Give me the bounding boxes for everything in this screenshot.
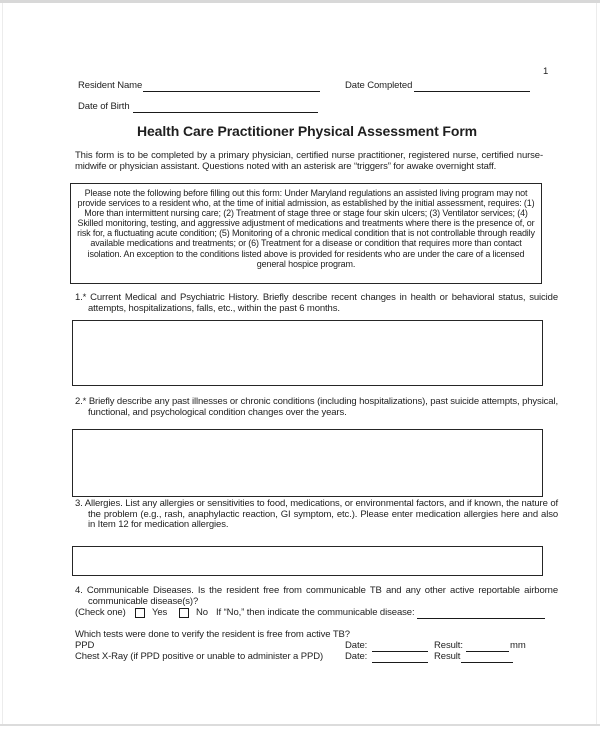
form-title: Health Care Practitioner Physical Assessment Form [136, 123, 478, 139]
check-one-label: (Check one) [75, 607, 126, 618]
question-2-answer-box[interactable] [72, 429, 543, 497]
resident-name-label: Resident Name [78, 80, 143, 91]
date-of-birth-field[interactable] [133, 101, 318, 113]
yes-label: Yes [152, 607, 168, 618]
question-1-number: 1.* [75, 292, 87, 303]
xray-date-field[interactable] [372, 651, 428, 663]
date-completed-field[interactable] [414, 80, 530, 92]
question-4-text: Communicable Diseases. Is the resident free from communicable TB and any other active reportable airborne communicable disease(s)? [86, 585, 558, 607]
question-1-answer-box[interactable] [72, 320, 543, 386]
page-number: 1 [543, 66, 549, 77]
page-right-edge [596, 3, 597, 724]
ppd-unit-label: mm [510, 640, 526, 651]
question-4 [75, 586, 558, 607]
communicable-disease-field[interactable] [417, 607, 545, 619]
page-top-edge [0, 0, 600, 3]
date-completed-label: Date Completed [345, 80, 413, 91]
tb-tests-question: Which tests were done to verify the resident is free from active TB? [75, 629, 350, 640]
question-2-text: Briefly describe any past illnesses or chronic conditions (including hospitalizations), past suicide attempts, physical, functional, and psychological condition changes over the years. [88, 396, 558, 418]
xray-result-label: Result [434, 651, 461, 662]
chest-xray-label: Chest X-Ray (if PPD positive or unable to administer a PPD) [75, 651, 324, 662]
question-3-number: 3. [75, 498, 83, 509]
date-of-birth-label: Date of Birth [78, 101, 130, 112]
ppd-date-label: Date: [345, 640, 368, 651]
xray-result-field[interactable] [461, 651, 513, 663]
yes-checkbox[interactable] [135, 608, 145, 618]
page-left-edge [2, 3, 3, 724]
no-checkbox[interactable] [179, 608, 189, 618]
question-4-number: 4. [75, 585, 83, 596]
question-2-number: 2.* [75, 396, 87, 407]
ppd-label: PPD [75, 640, 95, 651]
question-3-answer-box[interactable] [72, 546, 543, 576]
maryland-notice-box: Please note the following before filling out this form: Under Maryland regulations an assisted living program may not provide services to a resident who, at the time of initial admission, as established by the initial assessment, requires: (1) More than intermittent nursing care; (2) Treatment of stage three or stage four skin ulcers; (3) Ventilator services; (4) Skilled monitoring, testing, and aggressive adjustment of medications and treatments where there is the presence of, or risk for, a fluctuating acute condition; (5) Monitoring of a chronic medical condition that is not controllable through readily available medications and treatments; or (6) Treatment for a disease or condition that requires more than contact isolation. An exception to the conditions listed above is provided for residents who are under the care of a licensed general hospice program. [70, 183, 542, 284]
question-1-text: Current Medical and Psychiatric History. Briefly describe recent changes in health or behavioral status, suicide attempts, hospitalizations, falls, etc., within the past 6 months. [88, 292, 558, 314]
question-1 [75, 293, 558, 314]
question-3 [75, 499, 558, 531]
question-3-text: Allergies. List any allergies or sensitivities to food, medications, or environmental factors, and if known, the nature of the problem (e.g., rash, anaphylactic reaction, GI symptom, etc.). Please enter medication allergies here and also in Item 12 for medication allergies. [84, 498, 559, 530]
resident-name-field[interactable] [143, 80, 320, 92]
no-label: No [196, 607, 208, 618]
question-2 [75, 397, 558, 418]
no-followup-label: If “No,” then indicate the communicable disease: [216, 607, 415, 618]
page-bottom-edge [0, 724, 600, 726]
intro-paragraph: This form is to be completed by a primary physician, certified nurse practitioner, registered nurse, certified nurse-midwife or physician assistant. Questions noted with an asterisk are “triggers” for awake overnight staff. [75, 150, 543, 172]
ppd-result-label: Result: [434, 640, 463, 651]
xray-date-label: Date: [345, 651, 368, 662]
